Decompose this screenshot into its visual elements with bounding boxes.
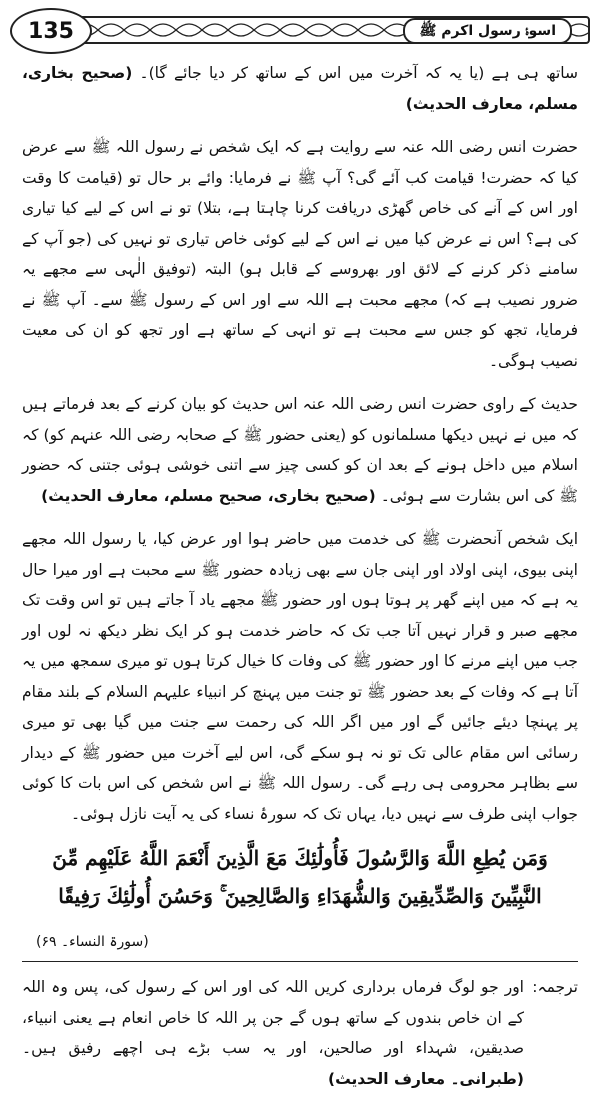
paragraph-2 [22,132,578,376]
translation-reference: (طبرانی۔ معارف الحدیث) [327,1069,524,1088]
paragraph-text: ایک شخص آنحضرت ﷺ کی خدمت میں حاضر ہوا اور عرض کیا، یا رسول اللہ مجھے اپنی بیوی، اپنی اولاد اور اپنی جان سے بھی زیادہ حضور ﷺ سے محبت ہے اور میرا حال یہ ہے کہ میں اپنے گھر پر ہوتا ہوں اور حضور ﷺ مجھے یاد آ جاتے ہیں تو اس وقت تک مجھے صبر و قرار نہیں آتا جب تک کہ حاضر خدمت ہو کر ایک نظر دیکھ نہ لوں اور جب میں اپنے مرنے کا اور حضور ﷺ کی وفات کا خیال کرتا ہوں تو میری سمجھ میں یہ آتا ہے کہ وفات کے بعد حضور ﷺ تو جنت میں پہنچ کر انبیاء علیہم السلام کے بلند مقام پر پہنچا دیئے جائیں گے اور میں اگر اللہ کی رحمت سے جنت میں گیا بھی تو میری رسائی اس مقام عالی تک تو نہ ہو سکے گی، اس لیے آخرت میں حضور ﷺ کے دیدار سے بظاہر محرومی ہی رہے گی۔ رسول اللہ ﷺ نے اس شخص کی اس بات کا کوئی جواب اپنی طرف سے نہیں دیا، یہاں تک کہ سورۂ نساء کی یہ آیت نازل ہوئی۔ [22,530,578,823]
quran-verse [22,839,578,915]
book-title: اسوۂ رسول اکرم ﷺ [403,18,572,44]
divider [22,961,578,962]
page-header [10,8,590,54]
page-number: 135 [10,8,92,54]
translation-label: ترجمہ: [532,978,578,996]
paragraph-text: ساتھ ہی ہے (یا یہ کہ آخرت میں اس کے ساتھ کر دیا جائے گا)۔ [139,64,578,82]
paragraph-3 [22,389,578,511]
verse-line-2: النَّبِيِّينَ وَالصِّدِّيقِينَ وَالشُّهَدَاءِ وَالصَّالِحِينَ ۚ وَحَسُنَ أُولَٰئِكَ رَفِيقًا [58,884,542,908]
translation-block [22,972,578,1094]
paragraph-text: حدیث کے راوی حضرت انس رضی اللہ عنہ اس حدیث کو بیان کرنے کے بعد فرماتے ہیں کہ میں نے نہیں دیکھا مسلمانوں کو (یعنی حضور ﷺ کے صحابہ رضی اللہ عنہم کو) کہ اسلام میں داخل ہونے کے بعد ان کو کسی چیز سے اتنی خوشی ہوئی جتنی کہ حضور ﷺ کی اس بشارت سے ہوئی۔ [22,395,578,505]
verse-line-1: وَمَن يُطِعِ اللَّهَ وَالرَّسُولَ فَأُولَٰئِكَ مَعَ الَّذِينَ أَنْعَمَ اللَّهُ عَلَيْهِم مِّنَ [52,846,548,870]
verse-reference: (سورۃ النساء۔ ۶۹) [36,934,149,950]
paragraph-1 [22,58,578,119]
paragraph-4 [22,524,578,829]
paragraph-reference: (صحیح بخاری، مسلم، معارف الحدیث) [22,64,578,113]
paragraph-text: حضرت انس رضی اللہ عنہ سے روایت ہے کہ ایک شخص نے رسول اللہ ﷺ سے عرض کیا کہ حضرت! قیامت کب آئے گی؟ آپ ﷺ نے فرمایا: وائے بر حال تو (قیامت کا وقت اور اس کے آنے کی خاص گھڑی دریافت کرنا چاہتا ہے، بتلا) تو نے اس کے لیے کیا تیاری کی ہے؟ اس نے عرض کیا میں نے اس کے لیے کوئی خاص تیاری تو نہیں کی (جو آپ کے سامنے ذکر کرنے کے لائق اور بھروسے کے قابل ہو) البتہ (توفیق الٰہی سے مجھے یہ ضرور نصیب ہے کہ) مجھے محبت ہے اللہ سے اور اس کے رسول ﷺ سے۔ آپ ﷺ نے فرمایا، تجھ کو جس سے محبت ہے تو انہی کے ساتھ ہے اور تجھ کو ان کی معیت نصیب ہوگی۔ [22,138,578,370]
page-content [22,58,578,1094]
translation-text: اور جو لوگ فرماں برداری کریں اللہ کی اور اس کے رسول کی، پس وہ اللہ کے ان خاص بندوں کے ساتھ ہوں گے جن پر اللہ کا خاص انعام ہے یعنی انبیاء، صدیقین، شہداء اور صالحین، اور یہ سب بڑے ہی اچھے رفیق ہیں۔ [22,978,524,1057]
paragraph-reference: (صحیح بخاری، صحیح مسلم، معارف الحدیث) [41,486,376,505]
